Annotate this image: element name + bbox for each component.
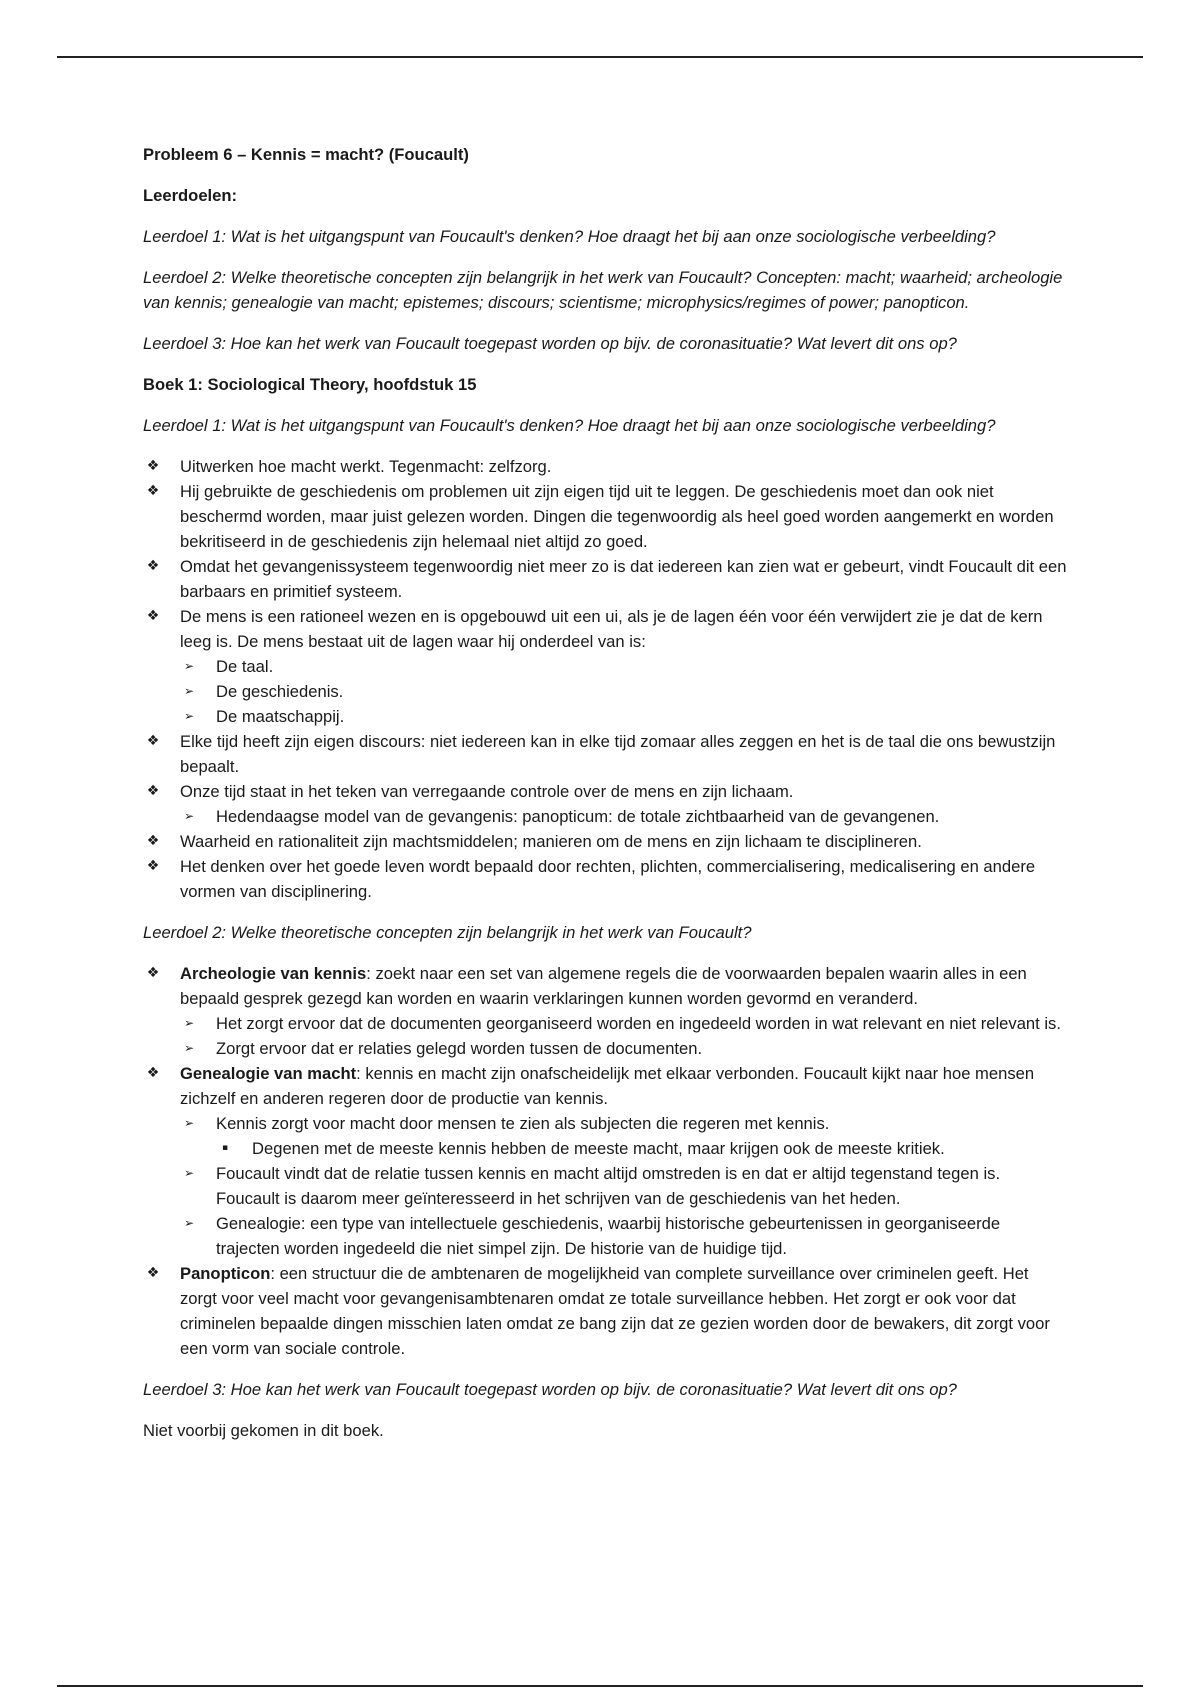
intro-goal-1: Leerdoel 1: Wat is het uitgangspunt van Foucault's denken? Hoe draagt het bij aan onze sociologische verbeelding? <box>143 227 996 246</box>
list-item: ❖ Elke tijd heeft zijn eigen discours: niet iedereen kan in elke tijd zomaar alles zeggen en het is de taal die ons bewustzijn bepaalt. <box>143 729 1068 779</box>
arrow-bullet-icon: ➢ <box>183 709 195 723</box>
list-item: ➢ Hedendaagse model van de gevangenis: panopticum: de totale zichtbaarheid van de gevangenen. <box>180 804 1068 829</box>
list-item: ▪ Degenen met de meeste kennis hebben de meeste macht, maar krijgen ook de meeste kritiek. <box>216 1136 1068 1161</box>
bullet-icon: ❖ <box>146 458 160 474</box>
leerdoelen-heading: Leerdoelen: <box>143 186 238 205</box>
list-item: ❖ Het denken over het goede leven wordt bepaald door rechten, plichten, commercialisering, medicalisering en andere vormen van disciplinering. <box>143 854 1068 904</box>
footer-rule <box>57 1685 1143 1687</box>
square-bullet-icon: ▪ <box>221 1143 229 1153</box>
bullet-icon: ❖ <box>146 483 160 499</box>
term-genealogie: Genealogie van macht <box>180 1064 357 1083</box>
list-item: ➢ Zorgt ervoor dat er relaties gelegd worden tussen de documenten. <box>180 1036 1068 1061</box>
list-item: ➢ Foucault vindt dat de relatie tussen kennis en macht altijd omstreden is en dat er altijd tegenstand tegen is. Foucault is daarom meer geïnteresseerd in het schrijven van de geschiedenis van het heden. <box>180 1161 1068 1211</box>
section3-goal: Leerdoel 3: Hoe kan het werk van Foucault toegepast worden op bijv. de coronasituatie? Wat levert dit ons op? <box>143 1380 957 1399</box>
list-item: ➢ De maatschappij. <box>180 704 1068 729</box>
arrow-bullet-icon: ➢ <box>183 1016 195 1030</box>
genealogie-sublist <box>180 1111 1068 1261</box>
genealogie-subsublist <box>216 1136 1068 1161</box>
section1-bullet-list <box>143 454 1068 904</box>
bullet-icon: ❖ <box>146 858 160 874</box>
section2-goal: Leerdoel 2: Welke theoretische concepten zijn belangrijk in het werk van Foucault? <box>143 923 752 942</box>
arrow-bullet-icon: ➢ <box>183 684 195 698</box>
book-heading: Boek 1: Sociological Theory, hoofdstuk 15 <box>143 375 477 394</box>
bullet-icon: ❖ <box>146 733 160 749</box>
bullet-icon: ❖ <box>146 558 160 574</box>
list-item: ❖ Onze tijd staat in het teken van verregaande controle over de mens en zijn lichaam. ➢ Hedendaagse model van de gevangenis: panopticum: de totale zichtbaarheid van de gevangenen. <box>143 779 1068 829</box>
panopticum-sublist <box>180 804 1068 829</box>
list-item: ❖ De mens is een rationeel wezen en is opgebouwd uit een ui, als je de lagen één voor één verwijdert zie je dat de kern leeg is. De mens bestaat uit de lagen waar hij onderdeel van is: ➢ De taal. ➢ De geschiedenis. ➢ De maatschappij. <box>143 604 1068 729</box>
bullet-icon: ❖ <box>146 1065 160 1081</box>
list-item: ➢ De taal. <box>180 654 1068 679</box>
intro-goal-3: Leerdoel 3: Hoe kan het werk van Foucault toegepast worden op bijv. de coronasituatie? Wat levert dit ons op? <box>143 334 957 353</box>
list-item: ❖ Omdat het gevangenissysteem tegenwoordig niet meer zo is dat iedereen kan zien wat er gebeurt, vindt Foucault dit een barbaars en primitief systeem. <box>143 554 1068 604</box>
list-item: ❖ Uitwerken hoe macht werkt. Tegenmacht: zelfzorg. <box>143 454 1068 479</box>
bullet-icon: ❖ <box>146 783 160 799</box>
term-archeologie: Archeologie van kennis <box>180 964 367 983</box>
arrow-bullet-icon: ➢ <box>183 659 195 673</box>
list-item: ❖ Waarheid en rationaliteit zijn machtsmiddelen; manieren om de mens en zijn lichaam te disciplineren. <box>143 829 1068 854</box>
arrow-bullet-icon: ➢ <box>183 1116 195 1130</box>
list-item: ❖ Hij gebruikte de geschiedenis om problemen uit zijn eigen tijd uit te leggen. De geschiedenis moet dan ook niet beschermd worden, maar juist gelezen worden. Dingen die tegenwoordig als heel goed worden aangemerkt en worden bekritiseerd in de geschiedenis zijn helemaal niet altijd zo goed. <box>143 479 1068 554</box>
list-item: ➢ Genealogie: een type van intellectuele geschiedenis, waarbij historische gebeurtenissen in georganiseerde trajecten worden ingedeeld die niet simpel zijn. De historie van de huidige tijd. <box>180 1211 1068 1261</box>
section3-text: Niet voorbij gekomen in dit boek. <box>143 1421 384 1440</box>
arrow-bullet-icon: ➢ <box>183 1166 195 1180</box>
archeologie-sublist <box>180 1011 1068 1061</box>
list-item-archeologie: ❖ Archeologie van kennis: zoekt naar een set van algemene regels die de voorwaarden bepalen waarin alles in een bepaald gesprek gezegd kan worden en waarin verklaringen kunnen worden gevormd en veranderd. ➢ Het zorgt ervoor dat de documenten georganiseerd worden en ingedeeld worden in wat relevant en niet relevant is. ➢ Zorgt ervoor dat er relaties gelegd worden tussen de documenten. <box>143 961 1068 1061</box>
list-item: ➢ Kennis zorgt voor macht door mensen te zien als subjecten die regeren met kennis. ▪ Degenen met de meeste kennis hebben de meeste macht, maar krijgen ook de meeste kritiek. <box>180 1111 1068 1161</box>
section2-bullet-list <box>143 961 1068 1361</box>
arrow-bullet-icon: ➢ <box>183 809 195 823</box>
list-item: ➢ De geschiedenis. <box>180 679 1068 704</box>
intro-goal-2: Leerdoel 2: Welke theoretische concepten zijn belangrijk in het werk van Foucault? Concepten: macht; waarheid; archeologie van kennis; genealogie van macht; epistemes; discours; scientisme; microphysics/regimes of power; panopticon. <box>143 268 1063 312</box>
arrow-bullet-icon: ➢ <box>183 1041 195 1055</box>
header-rule <box>57 56 1143 58</box>
bullet-icon: ❖ <box>146 965 160 981</box>
bullet-icon: ❖ <box>146 833 160 849</box>
list-item: ➢ Het zorgt ervoor dat de documenten georganiseerd worden en ingedeeld worden in wat relevant en niet relevant is. <box>180 1011 1068 1036</box>
arrow-bullet-icon: ➢ <box>183 1216 195 1230</box>
list-item-panopticon: ❖ Panopticon: een structuur die de ambtenaren de mogelijkheid van complete surveillance over criminelen geeft. Het zorgt voor veel macht voor gevangenisambtenaren omdat ze totale surveillance hebben. Het zorgt er ook voor dat criminelen bepaalde dingen misschien laten omdat ze bang zijn dat ze gezien worden door de bewakers, dit zorgt voor een vorm van sociale controle. <box>143 1261 1068 1361</box>
term-panopticon: Panopticon <box>180 1264 271 1283</box>
bullet-icon: ❖ <box>146 608 160 624</box>
bullet-icon: ❖ <box>146 1265 160 1281</box>
list-item-genealogie: ❖ Genealogie van macht: kennis en macht zijn onafscheidelijk met elkaar verbonden. Foucault kijkt naar hoe mensen zichzelf en anderen regeren door de productie van kennis. ➢ Kennis zorgt voor macht door mensen te zien als subjecten die regeren met kennis. ▪ Degenen met de meeste kennis hebben de meeste macht, maar krijgen ook de meeste kritiek. ➢ Foucault vindt dat de relatie tussen kennis en macht altijd omstreden is en dat er altijd tegenstand tegen is. Foucault is daarom meer geïnteresseerd in het schrijven van de geschiedenis van het heden. ➢ Genealogie: een type van intellectuele geschiedenis, waarbij historische gebeurtenissen in georganiseerde trajecten worden ingedeeld die niet simpel zijn. De historie van de huidige tijd. <box>143 1061 1068 1261</box>
layers-list <box>180 654 1068 729</box>
document-title: Probleem 6 – Kennis = macht? (Foucault) <box>143 145 469 164</box>
section1-goal: Leerdoel 1: Wat is het uitgangspunt van Foucault's denken? Hoe draagt het bij aan onze sociologische verbeelding? <box>143 416 996 435</box>
document-body <box>143 142 1068 1459</box>
